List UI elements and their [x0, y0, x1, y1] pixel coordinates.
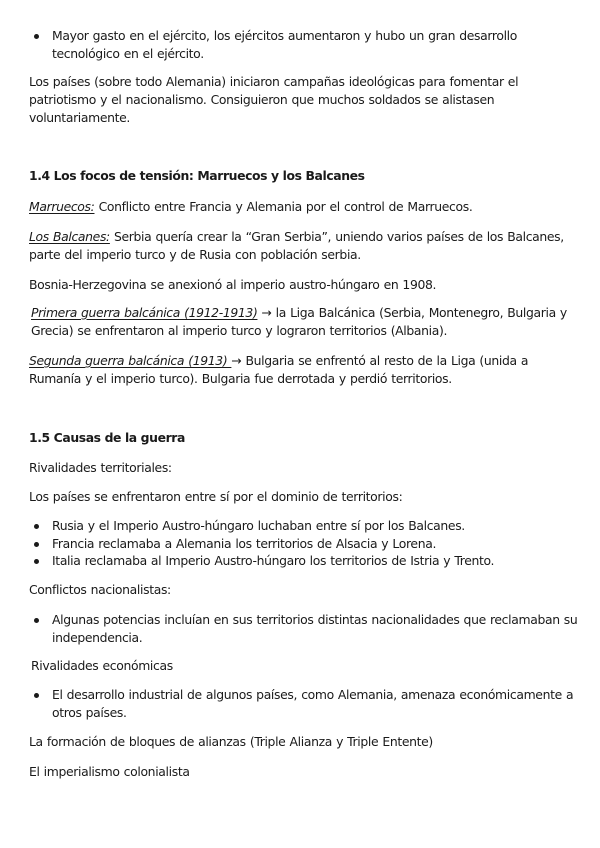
bullet-dot	[34, 559, 39, 564]
list-item-text: El desarrollo industrial de algunos países, como Alemania, amenaza económicamente a otros países.	[52, 687, 574, 720]
list-item	[34, 552, 582, 570]
term-marruecos: Marruecos:	[29, 199, 95, 214]
paragraph: Los países (sobre todo Alemania) iniciaron campañas ideológicas para fomentar el patriotismo y el nacionalismo. Consiguieron que muchos soldados se alistasen voluntariamente.	[29, 74, 519, 125]
list-item-text: Mayor gasto en el ejército, los ejércitos aumentaron y hubo un gran desarrollo tecnológico en el ejército.	[52, 28, 518, 61]
paragraph-imperialismo: El imperialismo colonialista	[29, 764, 190, 779]
marruecos-text: Conflicto entre Francia y Alemania por el control de Marruecos.	[94, 199, 473, 214]
term-segunda-guerra: Segunda guerra balcánica (1913)	[29, 353, 232, 368]
paragraph-rivalidades-territoriales: Rivalidades territoriales:	[29, 460, 172, 475]
paragraph-bloques: La formación de bloques de alianzas (Triple Alianza y Triple Entente)	[29, 734, 433, 749]
arrow-icon: →	[257, 305, 276, 320]
arrow-icon: →	[231, 353, 246, 368]
list-item-text: Italia reclamaba al Imperio Austro-húngaro los territorios de Istria y Trento.	[52, 553, 495, 568]
paragraph-segunda-guerra	[29, 352, 574, 388]
list-item	[34, 686, 582, 722]
primera-guerra-text: la Liga Balcánica (Serbia, Montenegro, Bulgaria y Grecia) se enfrentaron al imperio turco y lograron territorios (Albania).	[31, 305, 567, 338]
paragraph-balcanes	[29, 228, 574, 264]
term-balcanes: Los Balcanes:	[29, 229, 110, 244]
list-item	[34, 535, 582, 553]
bullet-dot	[34, 693, 39, 698]
list-item-text: Rusia y el Imperio Austro-húngaro luchaban entre sí por los Balcanes.	[52, 518, 465, 533]
paragraph-rivalidades-economicas: Rivalidades económicas	[31, 658, 173, 673]
list-item	[34, 517, 582, 535]
section-heading: 1.4 Los focos de tensión: Marruecos y los Balcanes	[29, 168, 365, 183]
bullet-dot	[34, 542, 39, 547]
term-primera-guerra: Primera guerra balcánica (1912-1913)	[31, 305, 258, 320]
list-item-text: Algunas potencias incluían en sus territorios distintas nacionalidades que reclamaban su independencia.	[52, 612, 578, 645]
paragraph-bosnia: Bosnia-Herzegovina se anexionó al imperio austro-húngaro en 1908.	[29, 277, 437, 292]
list-item	[34, 27, 582, 63]
paragraph-territorios-intro: Los países se enfrentaron entre sí por el dominio de territorios:	[29, 489, 403, 504]
paragraph-primera-guerra	[31, 304, 576, 340]
bullet-dot	[34, 618, 39, 623]
bullet-dot	[34, 34, 39, 39]
list-item	[34, 611, 582, 647]
segunda-guerra-text: Bulgaria se enfrentó al resto de la Liga (unida a Rumanía y el imperio turco). Bulgaria fue derrotada y perdió territorios.	[29, 353, 529, 386]
bullet-dot	[34, 524, 39, 529]
paragraph-marruecos	[29, 198, 574, 216]
paragraph-conflictos-nacionalistas: Conflictos nacionalistas:	[29, 582, 171, 597]
section-heading: 1.5 Causas de la guerra	[29, 430, 185, 445]
list-item-text: Francia reclamaba a Alemania los territorios de Alsacia y Lorena.	[52, 536, 437, 551]
balcanes-text: Serbia quería crear la “Gran Serbia”, uniendo varios países de los Balcanes, parte del imperio turco y de Rusia con población serbia.	[29, 229, 564, 262]
